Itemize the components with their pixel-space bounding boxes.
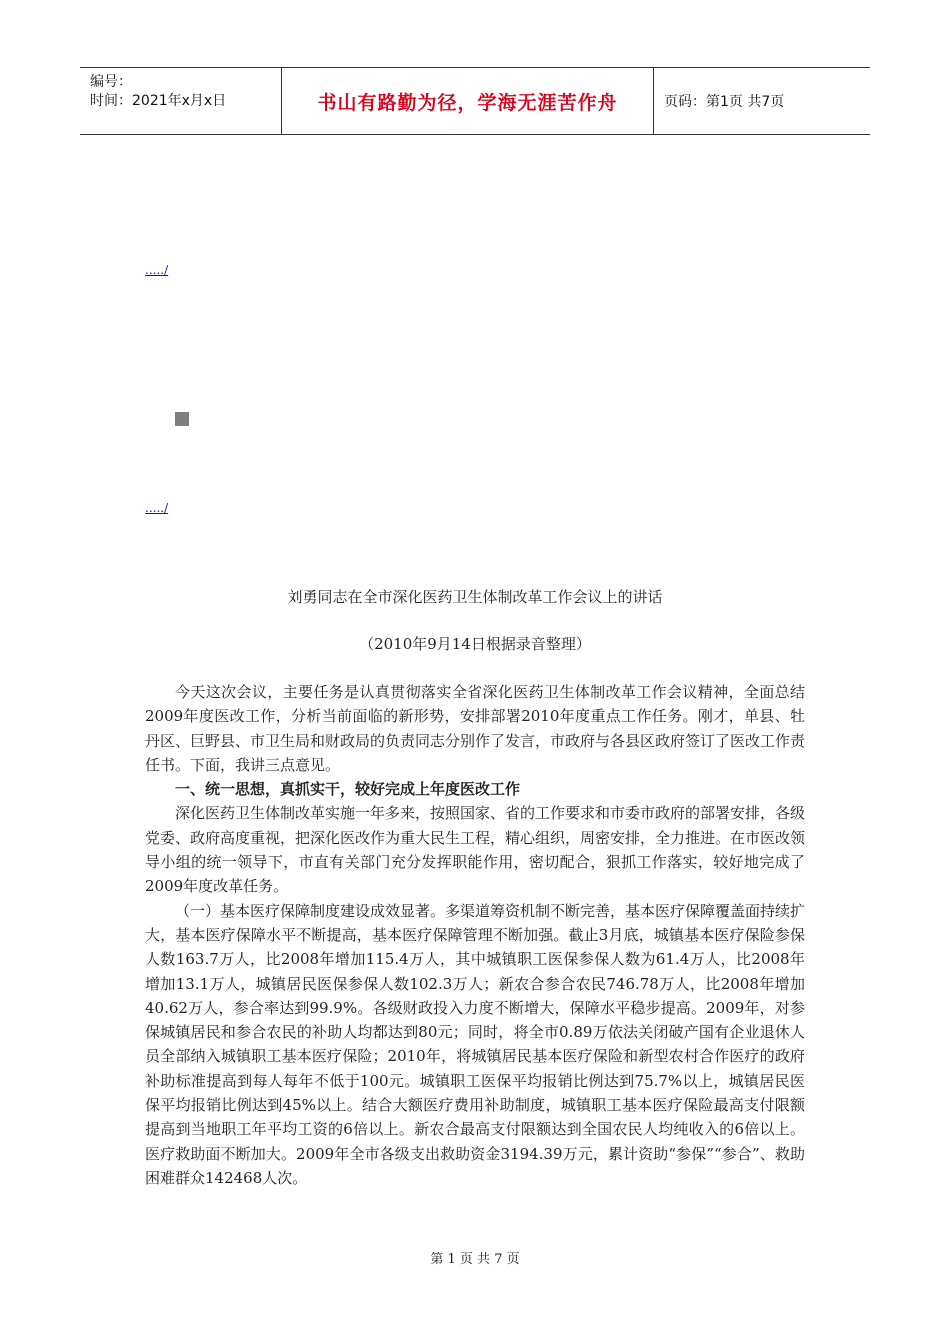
section-heading-1: 一、统一思想，真抓实干，较好完成上年度医改工作	[175, 780, 521, 799]
document-header	[80, 67, 870, 135]
header-motto: 书山有路勤为径，学海无涯苦作舟	[282, 68, 654, 134]
page-footer: 第 1 页 共 7 页	[430, 1252, 520, 1267]
header-page-info: 页码：第1页 共7页	[664, 94, 785, 110]
document-body	[145, 680, 805, 1190]
date-label: 时间：2021年x月x日	[90, 93, 227, 109]
hyperlink-bottom[interactable]: ...../	[145, 501, 169, 515]
hyperlink-top[interactable]: ...../	[145, 263, 169, 277]
document-subtitle: （2010年9月14日根据录音整理）	[359, 635, 591, 653]
broken-image-icon	[175, 412, 189, 426]
paragraph-medical-insurance: （一）基本医疗保障制度建设成效显著。多渠道筹资机制不断完善，基本医疗保障覆盖面持续扩大，基本医疗保障水平不断提高，基本医疗保障管理不断加强。截止3月底，城镇基本医疗保险参保人数163.7万人，比2008年增加115.4万人，其中城镇职工医保参保人数为61.4万人，比2008年增加13.1万人，城镇居民医保参保人数102.3万人；新农合参合农民746.78万人，比2008年增加40.62万人，参合率达到99.9%。各级财政投入力度不断增大，保障水平稳步提高。2009年，对参保城镇居民和参合农民的补助人均都达到80元；同时，将全市0.89万依法关闭破产国有企业退休人员全部纳入城镇职工基本医疗保险；2010年，将城镇居民基本医疗保险和新型农村合作医疗的政府补助标准提高到每人每年不低于100元。城镇职工医保平均报销比例达到75.7%以上，城镇居民医保平均报销比例达到45%以上。结合大额医疗费用补助制度，城镇职工基本医疗保险最高支付限额提高到当地职工年平均工资的6倍以上。新农合最高支付限额达到全国农民人均纯收入的6倍以上。医疗救助面不断加大。2009年全市各级支出救助资金3194.39万元，累计资助“参保”“参合”、救助困难群众142468人次。	[145, 901, 806, 1187]
paragraph-intro: 今天这次会议，主要任务是认真贯彻落实全省深化医药卫生体制改革工作会议精神，全面总结2009年度医改工作，分析当前面临的新形势，安排部署2010年度重点工作任务。刚才，单县、牡丹区、巨野县、市卫生局和财政局的负责同志分别作了发言，市政府与各县区政府签订了医改工作责任书。下面，我讲三点意见。	[145, 683, 806, 774]
paragraph-summary: 深化医药卫生体制改革实施一年多来，按照国家、省的工作要求和市委市政府的部署安排，各级党委、政府高度重视，把深化医改作为重大民生工程，精心组织，周密安排，全力推进。在市医改领导小组的统一领导下，市直有关部门充分发挥职能作用，密切配合，狠抓工作落实，较好地完成了2009年度改革任务。	[145, 804, 806, 896]
document-title: 刘勇同志在全市深化医药卫生体制改革工作会议上的讲话	[287, 588, 663, 606]
serial-number-label: 编号：	[90, 74, 132, 90]
header-meta	[80, 68, 282, 134]
